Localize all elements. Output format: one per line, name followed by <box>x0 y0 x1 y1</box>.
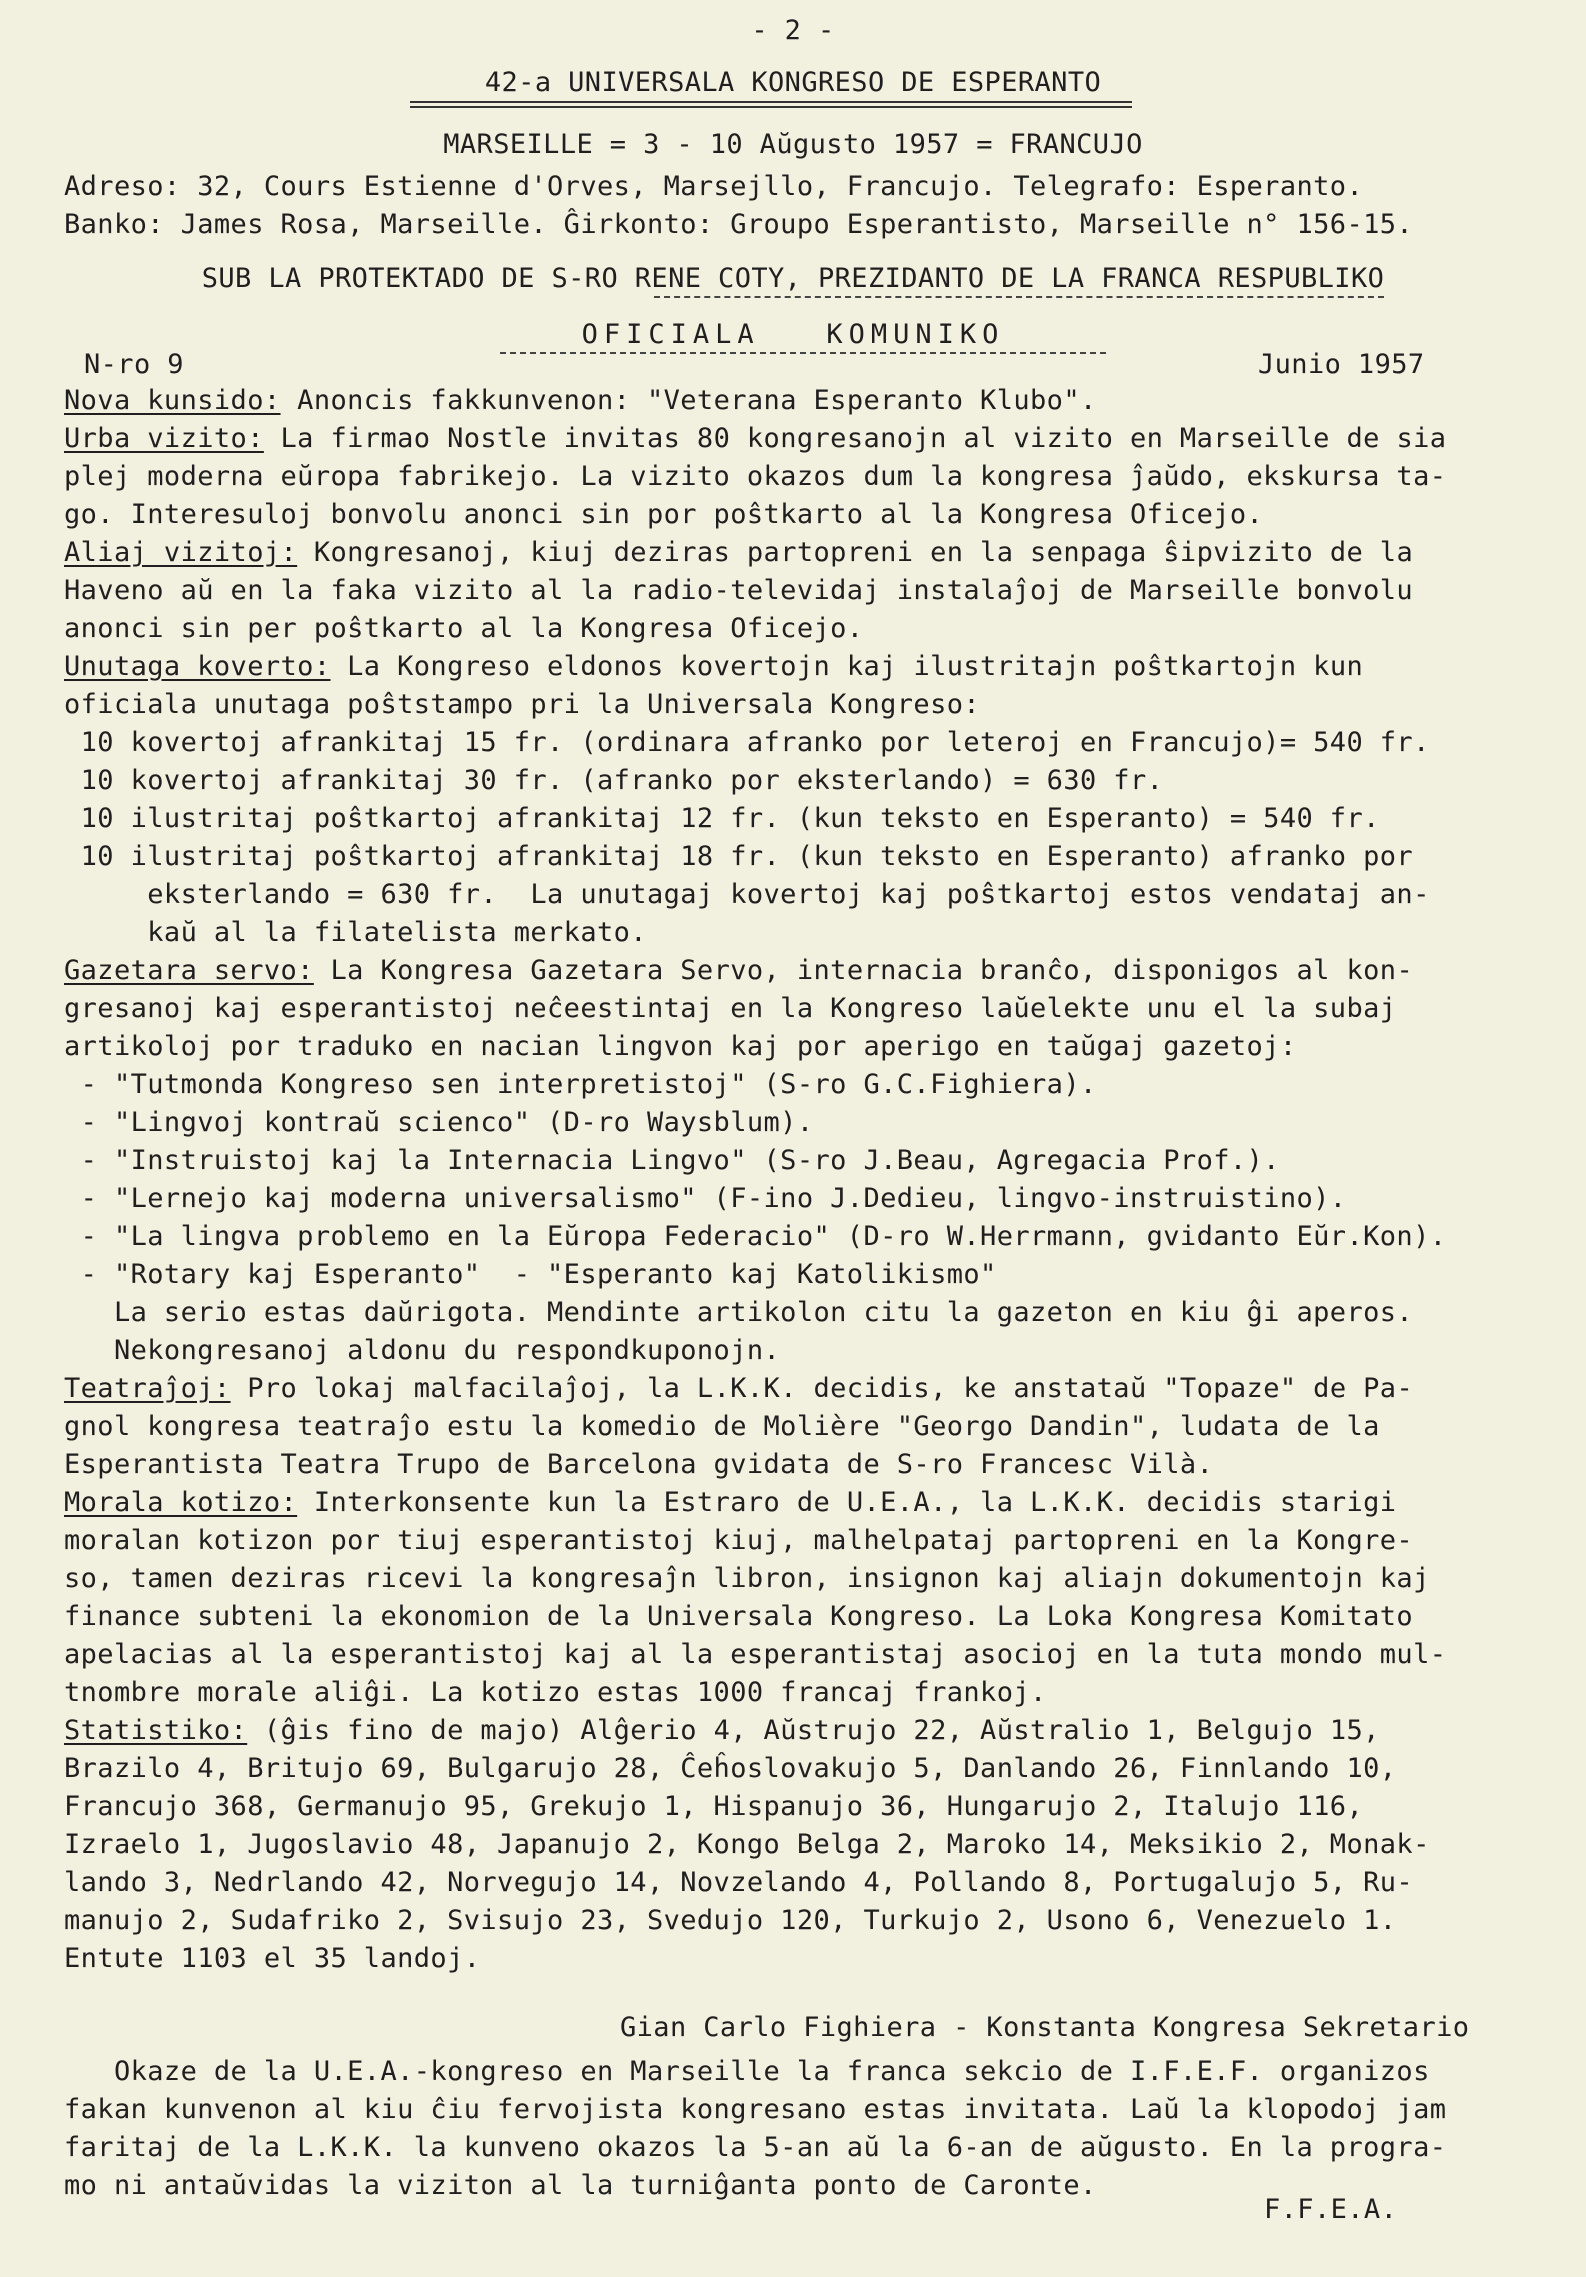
body-line <box>64 574 1413 608</box>
body-line <box>64 1182 1346 1216</box>
body-line-text: 10 ilustritaj poŝtkartoj afrankitaj 12 fr. (kun teksto en Esperanto) = 540 fr. <box>64 803 1380 834</box>
body-line <box>64 954 1413 988</box>
body-line <box>64 422 1446 456</box>
body-line <box>64 1562 1430 1596</box>
body-line <box>64 726 1430 760</box>
body-line-text: Izraelo 1, Jugoslavio 48, Japanujo 2, Kongo Belga 2, Maroko 14, Meksikio 2, Monak- <box>64 1829 1430 1860</box>
closing-signature: F.F.E.A. <box>1264 2194 1398 2225</box>
section-heading: Teatraĵoj: <box>64 1373 231 1404</box>
section-heading: Nova kunsido: <box>64 385 281 416</box>
body-line <box>64 1068 1097 1102</box>
body-line-text: gnol kongresa teatraĵo estu la komedio de Molière "Georgo Dandin", ludata de la <box>64 1411 1380 1442</box>
title-underline-2 <box>410 106 1132 108</box>
body-line <box>64 1410 1380 1444</box>
body-line-text: tnombre morale aliĝi. La kotizo estas 1000 francaj frankoj. <box>64 1677 1047 1708</box>
body-line-text: - "Lernejo kaj moderna universalismo" (F-ino J.Dedieu, lingvo-instruistino). <box>64 1183 1347 1214</box>
communique-underline <box>500 352 1106 354</box>
issue-date: Junio 1957 <box>1258 349 1425 380</box>
body-line-text: La Kongreso eldonos kovertojn kaj ilustritajn poŝtkartojn kun <box>330 651 1364 682</box>
body-line <box>64 764 1163 798</box>
body-line-text: eksterlando = 630 fr. La unutagaj kovertoj kaj poŝtkartoj estos vendataj an- <box>64 879 1430 910</box>
body-line-text: - "Lingvoj kontraŭ scienco" (D-ro Waysblum). <box>64 1107 814 1138</box>
body-line-text: La serio estas daŭrigota. Mendinte artikolon citu la gazeton en kiu ĝi aperos. <box>64 1297 1414 1328</box>
body-line <box>64 1714 1380 1748</box>
body-line <box>64 1638 1446 1672</box>
congress-title: 42-a UNIVERSALA KONGRESO DE ESPERANTO <box>484 67 1102 98</box>
body-line-text: gresanoj kaj esperantistoj neĉeestintaj en la Kongreso laŭelekte unu el la subaj <box>64 993 1397 1024</box>
body-line-text: manujo 2, Sudafriko 2, Svisujo 23, Svedujo 120, Turkujo 2, Usono 6, Venezuelo 1. <box>64 1905 1397 1936</box>
body-line-text: Brazilo 4, Britujo 69, Bulgarujo 28, Ĉeĥoslovakujo 5, Danlando 26, Finnlando 10, <box>64 1753 1397 1784</box>
closing-line: faritaj de la L.K.K. la kunveno okazos la 5-an aŭ la 6-an de aŭgusto. En la progra- <box>64 2132 1447 2163</box>
body-line-text: 10 kovertoj afrankitaj 15 fr. (ordinara afranko por leteroj en Francujo)= 540 fr. <box>64 727 1430 758</box>
communique-title: OFICIALA KOMUNIKO <box>581 319 1005 350</box>
patronage-line: SUB LA PROTEKTADO DE S-RO RENE COTY, PREZIDANTO DE LA FRANCA RESPUBLIKO <box>201 263 1385 294</box>
body-line-text: Francujo 368, Germanujo 95, Grekujo 1, Hispanujo 36, Hungarujo 2, Italujo 116, <box>64 1791 1364 1822</box>
section-heading: Aliaj vizitoj: <box>64 537 298 568</box>
closing-line: fakan kunvenon al kiu ĉiu fervojista kongresano estas invitata. Laŭ la klopodoj jam <box>64 2094 1447 2125</box>
issue-number: N-ro 9 <box>84 349 184 380</box>
body-line <box>64 1790 1363 1824</box>
body-line-text: go. Interesuloj bonvolu anonci sin por poŝtkarto al la Kongresa Oficejo. <box>64 499 1264 530</box>
section-heading: Gazetara servo: <box>64 955 314 986</box>
bank-line: Banko: James Rosa, Marseille. Ĝirkonto: Groupo Esperantisto, Marseille n° 156-15. <box>64 209 1414 240</box>
body-line <box>64 498 1263 532</box>
place-date-line: MARSEILLE = 3 - 10 Aŭgusto 1957 = FRANCUJO <box>443 129 1143 160</box>
body-line-text: Haveno aŭ en la faka vizito al la radio-televidaj instalaĵoj de Marseille bonvolu <box>64 575 1414 606</box>
body-line <box>64 460 1446 494</box>
body-line <box>64 878 1430 912</box>
closing-line: Okaze de la U.E.A.-kongreso en Marseille la franca sekcio de I.F.E.F. organizos <box>64 2056 1430 2087</box>
title-underline <box>410 101 1132 103</box>
body-line <box>64 1144 1280 1178</box>
body-line-text: Anoncis fakkunvenon: "Veterana Esperanto Klubo". <box>280 385 1097 416</box>
body-line <box>64 1448 1213 1482</box>
body-line <box>64 1220 1446 1254</box>
body-line-text: kaŭ al la filatelista merkato. <box>64 917 647 948</box>
body-line-text: artikoloj por traduko en nacian lingvon kaj por aperigo en taŭgaj gazetoj: <box>64 1031 1297 1062</box>
body-line <box>64 916 647 950</box>
body-line-text: so, tamen deziras ricevi la kongresaĵn libron, insignon kaj aliajn dokumentojn kaj <box>64 1563 1430 1594</box>
page-number: - 2 - <box>751 15 835 46</box>
section-heading: Unutaga koverto: <box>64 651 331 682</box>
body-line-text: Nekongresanoj aldonu du respondkuponojn. <box>64 1335 781 1366</box>
body-line <box>64 1486 1396 1520</box>
body-line-text: Entute 1103 el 35 landoj. <box>64 1943 481 1974</box>
body-line <box>64 1106 814 1140</box>
body-line-text: (ĝis fino de majo) Alĝerio 4, Aŭstrujo 22, Aŭstralio 1, Belgujo 15, <box>247 1715 1380 1746</box>
body-line <box>64 1258 997 1292</box>
body-line-text: - "La lingva problemo en la Eŭropa Federacio" (D-ro W.Herrmann, gvidanto Eŭr.Kon). <box>64 1221 1447 1252</box>
body-line <box>64 802 1380 836</box>
section-heading: Urba vizito: <box>64 423 264 454</box>
body-line <box>64 1676 1047 1710</box>
body-line <box>64 1904 1396 1938</box>
body-line-text: moralan kotizon por tiuj esperantistoj kiuj, malhelpataj partopreni en la Kongre- <box>64 1525 1414 1556</box>
body-line <box>64 1372 1413 1406</box>
patronage-underline <box>654 296 1384 298</box>
body-line-text: La firmao Nostle invitas 80 kongresanojn al vizito en Marseille de sia <box>263 423 1447 454</box>
body-line-text: 10 ilustritaj poŝtkartoj afrankitaj 18 fr. (kun teksto en Esperanto) afranko por <box>64 841 1414 872</box>
body-line-text: anonci sin per poŝtkarto al la Kongresa Oficejo. <box>64 613 864 644</box>
body-line-text: Esperantista Teatra Trupo de Barcelona gvidata de S-ro Francesc Vilà. <box>64 1449 1214 1480</box>
body-line <box>64 650 1363 684</box>
section-heading: Statistiko: <box>64 1715 248 1746</box>
body-line <box>64 992 1396 1026</box>
body-line <box>64 384 1097 418</box>
body-line <box>64 1296 1413 1330</box>
closing-line: mo ni antaŭvidas la viziton al la turniĝanta ponto de Caronte. <box>64 2170 1097 2201</box>
body-line <box>64 1828 1430 1862</box>
body-line-text: plej moderna eŭropa fabrikejo. La vizito okazos dum la kongresa ĵaŭdo, ekskursa ta- <box>64 461 1447 492</box>
body-line <box>64 1030 1297 1064</box>
section-heading: Morala kotizo: <box>64 1487 298 1518</box>
body-line <box>64 1334 780 1368</box>
body-line <box>64 536 1413 570</box>
address-line: Adreso: 32, Cours Estienne d'Orves, Marsejllo, Francujo. Telegrafo: Esperanto. <box>64 171 1364 202</box>
body-line-text: lando 3, Nedrlando 42, Norvegujo 14, Novzelando 4, Pollando 8, Portugalujo 5, Ru- <box>64 1867 1414 1898</box>
body-line <box>64 688 980 722</box>
body-line <box>64 612 863 646</box>
body-line-text: - "Rotary kaj Esperanto" - "Esperanto kaj Katolikismo" <box>64 1259 997 1290</box>
signature-line: Gian Carlo Fighiera - Konstanta Kongresa Sekretario <box>620 2012 1470 2043</box>
body-line-text: La Kongresa Gazetara Servo, internacia branĉo, disponigos al kon- <box>313 955 1414 986</box>
body-line-text: oficiala unutaga poŝtstampo pri la Universala Kongreso: <box>64 689 981 720</box>
body-line <box>64 1942 480 1976</box>
body-line-text: Kongresanoj, kiuj deziras partopreni en la senpaga ŝipvizito de la <box>297 537 1414 568</box>
body-line <box>64 1600 1413 1634</box>
body-line-text: finance subteni la ekonomion de la Universala Kongreso. La Loka Kongresa Komitato <box>64 1601 1414 1632</box>
body-line <box>64 1866 1413 1900</box>
body-line-text: - "Tutmonda Kongreso sen interpretistoj" (S-ro G.C.Fighiera). <box>64 1069 1097 1100</box>
body-line <box>64 1752 1396 1786</box>
body-line-text: Pro lokaj malfacilaĵoj, la L.K.K. decidis, ke anstataŭ "Topaze" de Pa- <box>230 1373 1414 1404</box>
body-line-text: - "Instruistoj kaj la Internacia Lingvo" (S-ro J.Beau, Agregacia Prof.). <box>64 1145 1280 1176</box>
body-line <box>64 1524 1413 1558</box>
body-line <box>64 840 1413 874</box>
body-line-text: Interkonsente kun la Estraro de U.E.A., la L.K.K. decidis starigi <box>297 1487 1397 1518</box>
body-line-text: apelacias al la esperantistoj kaj al la esperantistaj asocioj en la tuta mondo mul- <box>64 1639 1447 1670</box>
body-line-text: 10 kovertoj afrankitaj 30 fr. (afranko por eksterlando) = 630 fr. <box>64 765 1164 796</box>
